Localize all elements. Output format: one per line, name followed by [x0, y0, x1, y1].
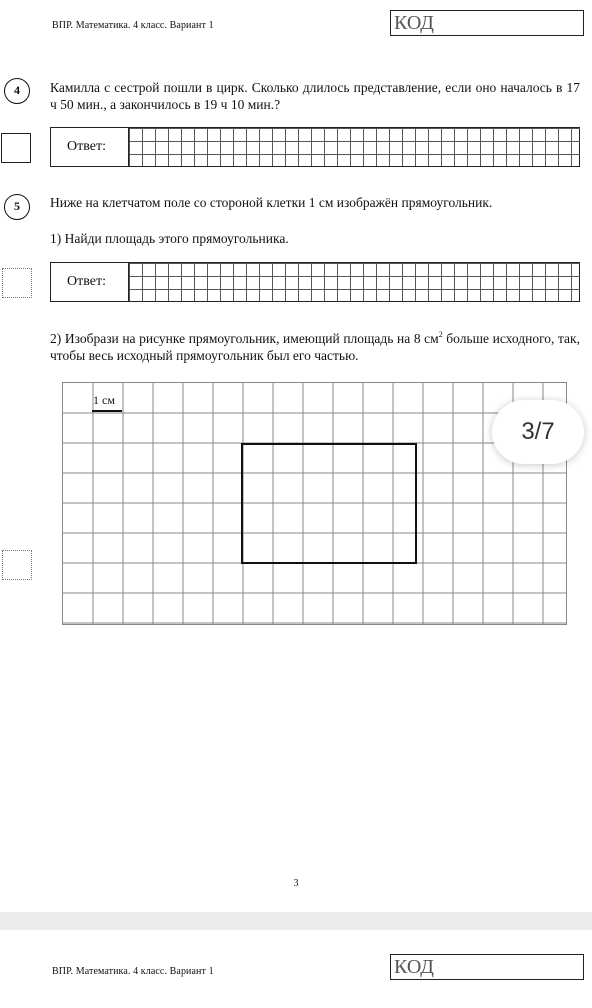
task-5-answer-grid[interactable] [128, 263, 580, 301]
task-4-text: Камилла с сестрой пошли в цирк. Сколько длилось представление, если оно началось в 17 ч 50 мин., а закончилось в 19 ч 10 мин.? [50, 80, 580, 112]
task-5-part1-score-box[interactable] [2, 268, 32, 298]
task-4-answer-box[interactable] [50, 127, 580, 167]
task-4-score-box[interactable] [1, 133, 31, 163]
next-code-box[interactable] [390, 954, 584, 980]
task-5-part2-text-b: больше исходного, так, чтобы весь исходный прямоугольник был его частью. [50, 331, 580, 363]
task-4-number: 4 [4, 78, 30, 104]
task-4-answer-grid[interactable] [128, 128, 580, 166]
task-5-part2-sup: 2 [438, 330, 443, 339]
task-4-answer-label: Ответ: [67, 139, 106, 154]
task-5-answer-box[interactable] [50, 262, 580, 302]
code-box[interactable] [390, 10, 584, 36]
page-gap [0, 912, 592, 930]
next-page [0, 930, 592, 1008]
scale-label: 1 см [93, 393, 115, 407]
scale-bar [92, 410, 122, 412]
original-rectangle [241, 443, 417, 564]
task-5-part2-text-a: 2) Изобрази на рисунке прямоугольник, имеющий площадь на 8 см [50, 331, 439, 346]
next-header-title: ВПР. Математика. 4 класс. Вариант 1 [52, 966, 214, 977]
task-5-answer-label: Ответ: [67, 274, 106, 289]
task-5-intro: Ниже на клетчатом поле со стороной клетки 1 см изображён прямоугольник. [50, 195, 493, 210]
task-5-part1: 1) Найди площадь этого прямоугольника. [50, 231, 289, 246]
page-counter-badge: 3/7 [492, 400, 584, 464]
task-5-part2-score-box[interactable] [2, 550, 32, 580]
next-code-label: КОД [394, 956, 434, 978]
page-number: 3 [293, 878, 299, 889]
header-title: ВПР. Математика. 4 класс. Вариант 1 [52, 20, 214, 31]
task-5-part2 [50, 330, 580, 364]
task-5-number: 5 [4, 194, 30, 220]
code-label: КОД [394, 12, 434, 34]
